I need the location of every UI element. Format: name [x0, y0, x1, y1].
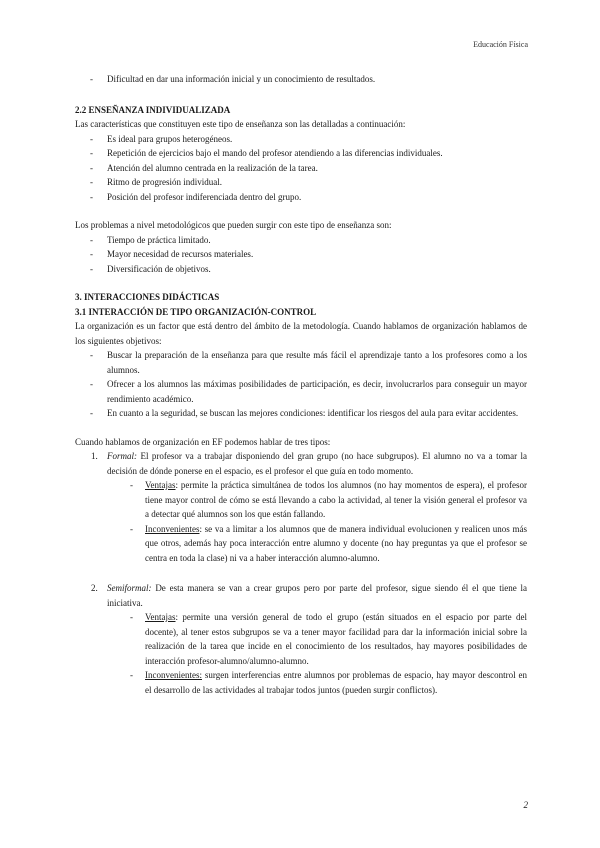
list-item: - Diversificación de objetivos.: [75, 262, 527, 277]
type-name: Semiformal:: [107, 583, 152, 593]
type-number: 2.: [91, 583, 98, 593]
section-2-2-intro: Las características que constituyen este tipo de enseñanza son las detalladas a continuación:: [75, 119, 406, 129]
intro-list: [75, 72, 527, 87]
page-number: 2: [523, 800, 528, 810]
advantages-text: : permite una versión general de todo el grupo (están situados en el espacio por parte del docente), al tener estos subgrupos se va a tener mayor facilidad para dar la información inicial sobre la realización de la tarea que incide en el conocimiento de los resultados, hay mayores posibilidades de interacción profesor-alumno/alumno-alumno.: [145, 612, 527, 666]
problems-intro: Los problemas a nivel metodológicos que pueden surgir con este tipo de enseñanza son:: [75, 220, 392, 230]
disadvantages-label: Inconvenientes: [145, 523, 200, 534]
section-heading-2-2: 2.2 ENSEÑANZA INDIVIDUALIZADA: [75, 104, 231, 115]
list-item: - Buscar la preparación de la enseñanza para que resulte más fácil el aprendizaje tanto a los profesores como a los alumnos.: [75, 348, 527, 377]
document-body: [75, 72, 527, 697]
list-item: - Tiempo de práctica limitado.: [75, 233, 527, 248]
advantages-label: Ventajas: [145, 480, 176, 490]
type-name: Formal:: [107, 451, 137, 461]
semiformal-details: [75, 610, 527, 697]
type-description: De esta manera se van a crear grupos pero por parte del profesor, sigue siendo él el que tiene la iniciativa.: [107, 583, 527, 608]
section-2-2-list: [75, 132, 527, 205]
section-heading-3-1: 3.1 INTERACCIÓN DE TIPO ORGANIZACIÓN-CONTROL: [75, 306, 317, 317]
formal-details: [75, 478, 527, 565]
type-formal: [75, 449, 527, 478]
objectives-list: [75, 348, 527, 421]
disadvantages-text: : se va a limitar a los alumnos que de manera individual evolucionen y realicen unos más que otros, además hay poca interacción entre alumno y docente (no hay preguntas ya que el profesor se centra en toda la clase) ni va a haber interacción alumno-alumno.: [145, 523, 527, 563]
list-item: - Ofrecer a los alumnos las máximas posibilidades de participación, es decir, involucrarlos para conseguir un mayor rendimiento académico.: [75, 377, 527, 406]
list-item: - Ritmo de progresión individual.: [75, 175, 527, 190]
disadvantages-label: Inconvenientes:: [145, 670, 202, 680]
advantages-item: [75, 610, 527, 668]
list-item: - En cuanto a la seguridad, se buscan las mejores condiciones: identificar los riesgos del aula para evitar accidentes.: [75, 406, 527, 421]
list-item: - Es ideal para grupos heterogéneos.: [75, 132, 527, 147]
problems-list: [75, 233, 527, 277]
type-semiformal: [75, 581, 527, 610]
list-item: - Mayor necesidad de recursos materiales.: [75, 247, 527, 262]
type-description: El profesor va a trabajar disponiendo del gran grupo (no hace subgrupos). El alumno no va a tomar la decisión de dónde ponerse en el espacio, es el profesor el que guía en todo momento.: [107, 451, 527, 476]
list-item: - Dificultad en dar una información inicial y un conocimiento de resultados.: [75, 72, 527, 87]
list-item: - Atención del alumno centrada en la realización de la tarea.: [75, 161, 527, 176]
advantages-label: Ventajas: [145, 612, 176, 622]
advantages-item: [75, 478, 527, 522]
types-intro: Cuando hablamos de organización en EF podemos hablar de tres tipos:: [75, 436, 331, 447]
type-number: 1.: [91, 451, 98, 461]
list-item: - Posición del profesor indiferenciada dentro del grupo.: [75, 190, 527, 205]
list-item: - Repetición de ejercicios bajo el mando del profesor atendiendo a las diferencias individuales.: [75, 146, 527, 161]
section-3-1-intro: La organización es un factor que está dentro del ámbito de la metodología. Cuando hablamos de organización hablamos de los siguientes objetivos:: [75, 321, 527, 346]
disadvantages-item: [75, 522, 527, 566]
header-title: Educación Física: [473, 40, 528, 49]
section-heading-3: 3. INTERACCIONES DIDÁCTICAS: [75, 292, 220, 302]
advantages-text: : permite la práctica simultánea de todos los alumnos (no hay momentos de espera), el profesor tiene mayor control de cómo se está llevando a cabo la actividad, al tener la visión general el profesor va a detectar qué alumnos son los que están fallando.: [145, 480, 527, 519]
disadvantages-text: surgen interferencias entre alumnos por problemas de espacio, hay mayor descontrol en el desarrollo de las actividades al trabajar todos juntos (pueden surgir conflictos).: [145, 670, 527, 695]
disadvantages-item: [75, 668, 527, 697]
